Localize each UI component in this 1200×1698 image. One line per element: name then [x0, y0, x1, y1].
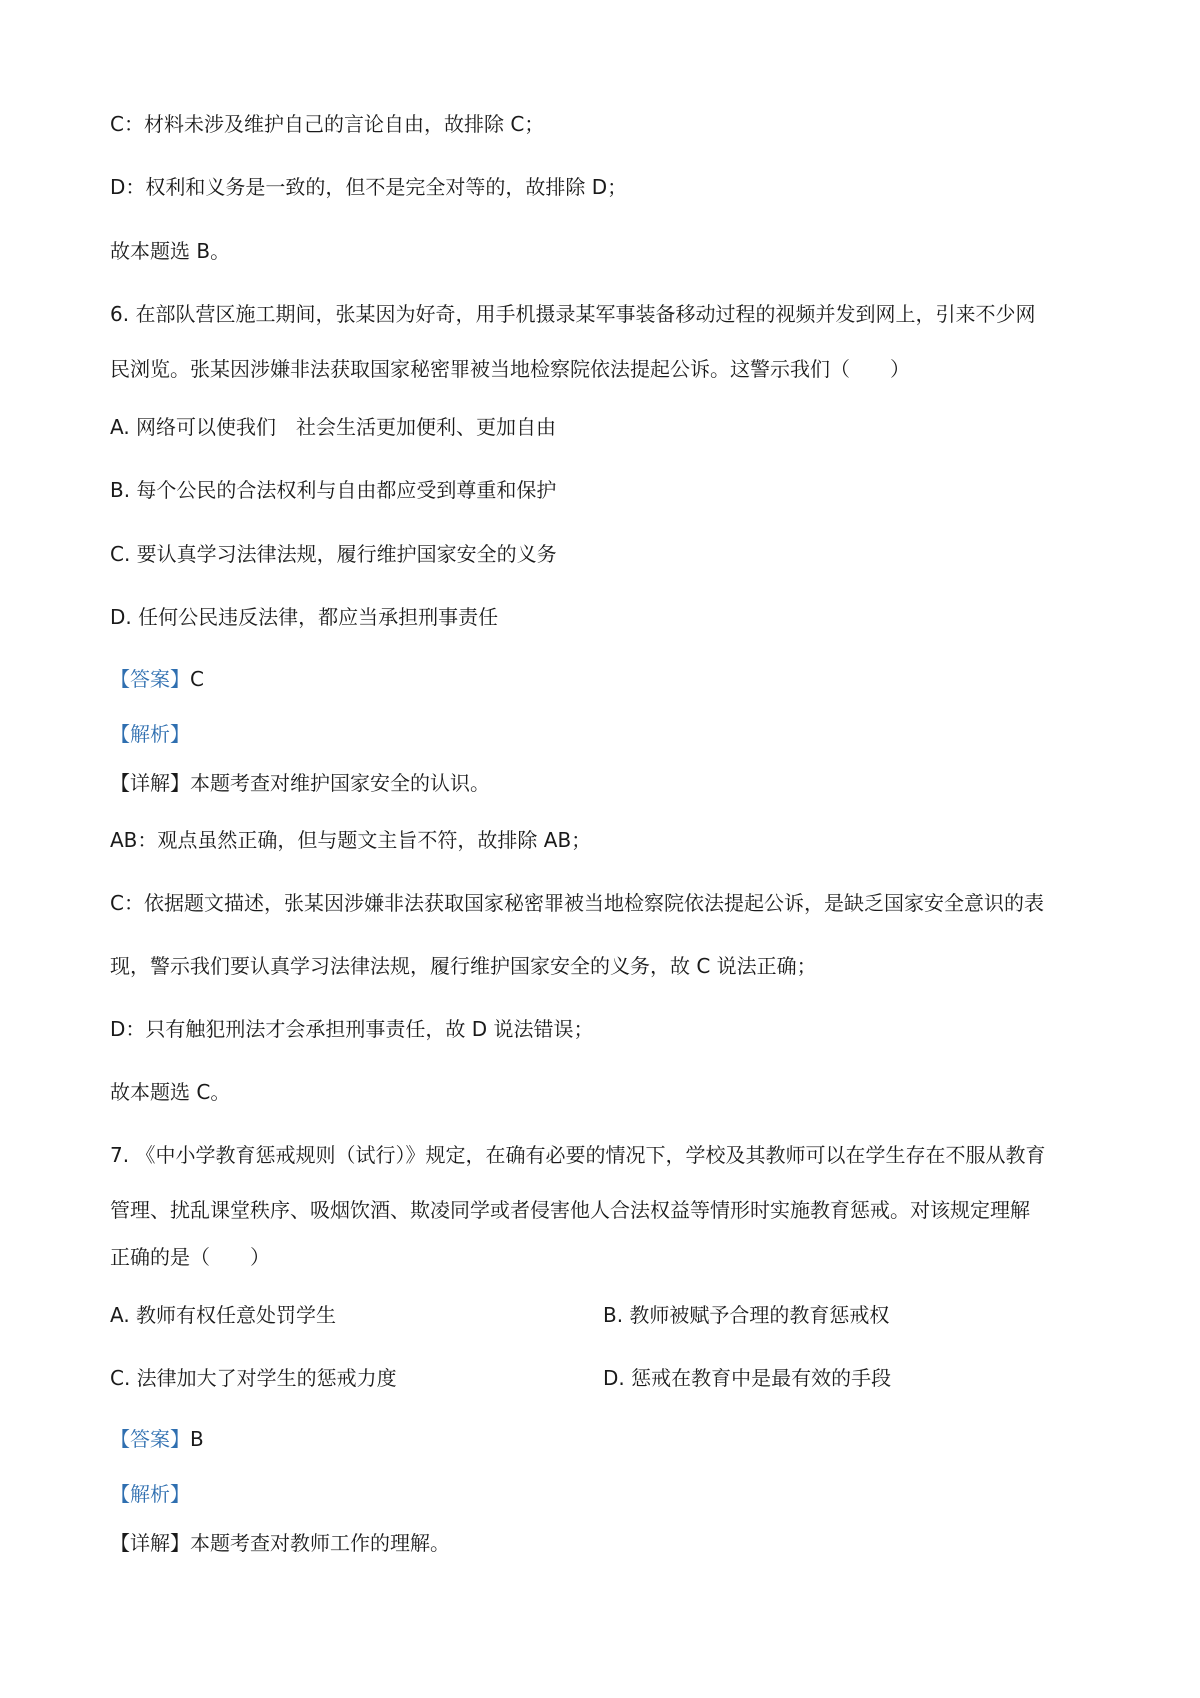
q6-answer — [110, 665, 204, 693]
q6-answer-tag: 【答案】 — [110, 667, 190, 691]
q5-option-d-analysis: D：权利和义务是一致的，但不是完全对等的，故排除 D； — [110, 175, 628, 199]
q7-stem-line3: 正确的是（ ） — [110, 1245, 270, 1269]
q7-option-c: C. 法律加大了对学生的惩戒力度 — [110, 1366, 397, 1390]
q7-analysis-tag: 【解析】 — [110, 1482, 190, 1506]
q6-conclusion: 故本题选 C。 — [110, 1080, 231, 1104]
q5-conclusion: 故本题选 B。 — [110, 239, 231, 263]
q6-option-a: A. 网络可以使我们 社会生活更加便利、更加自由 — [110, 415, 557, 439]
q7-stem-line1: 7. 《中小学教育惩戒规则（试行）》规定，在确有必要的情况下，学校及其教师可以在学生存在不服从教育 — [110, 1143, 1046, 1167]
q6-option-d-analysis: D：只有触犯刑法才会承担刑事责任，故 D 说法错误； — [110, 1017, 594, 1041]
q7-detail: 【详解】本题考查对教师工作的理解。 — [110, 1531, 450, 1555]
q7-answer-tag: 【答案】 — [110, 1427, 190, 1451]
q7-stem-line2: 管理、扰乱课堂秩序、吸烟饮酒、欺凌同学或者侵害他人合法权益等情形时实施教育惩戒。对该规定理解 — [110, 1198, 1030, 1222]
q6-option-c: C. 要认真学习法律法规，履行维护国家安全的义务 — [110, 542, 557, 566]
q7-option-d: D. 惩戒在教育中是最有效的手段 — [603, 1366, 892, 1390]
q6-option-c-analysis-line2: 现，警示我们要认真学习法律法规，履行维护国家安全的义务，故 C 说法正确； — [110, 954, 817, 978]
q6-option-c-analysis-line1: C：依据题文描述，张某因涉嫌非法获取国家秘密罪被当地检察院依法提起公诉，是缺乏国家安全意识的表 — [110, 891, 1044, 915]
q7-answer-value: B — [190, 1427, 204, 1451]
q7-option-a: A. 教师有权任意处罚学生 — [110, 1303, 337, 1327]
q6-detail: 【详解】本题考查对维护国家安全的认识。 — [110, 771, 490, 795]
q6-stem-line2: 民浏览。张某因涉嫌非法获取国家秘密罪被当地检察院依法提起公诉。这警示我们（ ） — [110, 357, 910, 381]
q6-option-ab-analysis: AB：观点虽然正确，但与题文主旨不符，故排除 AB； — [110, 828, 592, 852]
q6-analysis-tag: 【解析】 — [110, 722, 190, 746]
q7-option-b: B. 教师被赋予合理的教育惩戒权 — [603, 1303, 890, 1327]
q6-option-b: B. 每个公民的合法权利与自由都应受到尊重和保护 — [110, 478, 557, 502]
q6-answer-value: C — [190, 667, 204, 691]
q5-option-c-analysis: C：材料未涉及维护自己的言论自由，故排除 C； — [110, 112, 545, 136]
q7-answer — [110, 1425, 204, 1453]
q6-option-d: D. 任何公民违反法律，都应当承担刑事责任 — [110, 605, 499, 629]
q6-stem-line1: 6. 在部队营区施工期间，张某因为好奇，用手机摄录某军事装备移动过程的视频并发到网上，引来不少网 — [110, 302, 1036, 326]
